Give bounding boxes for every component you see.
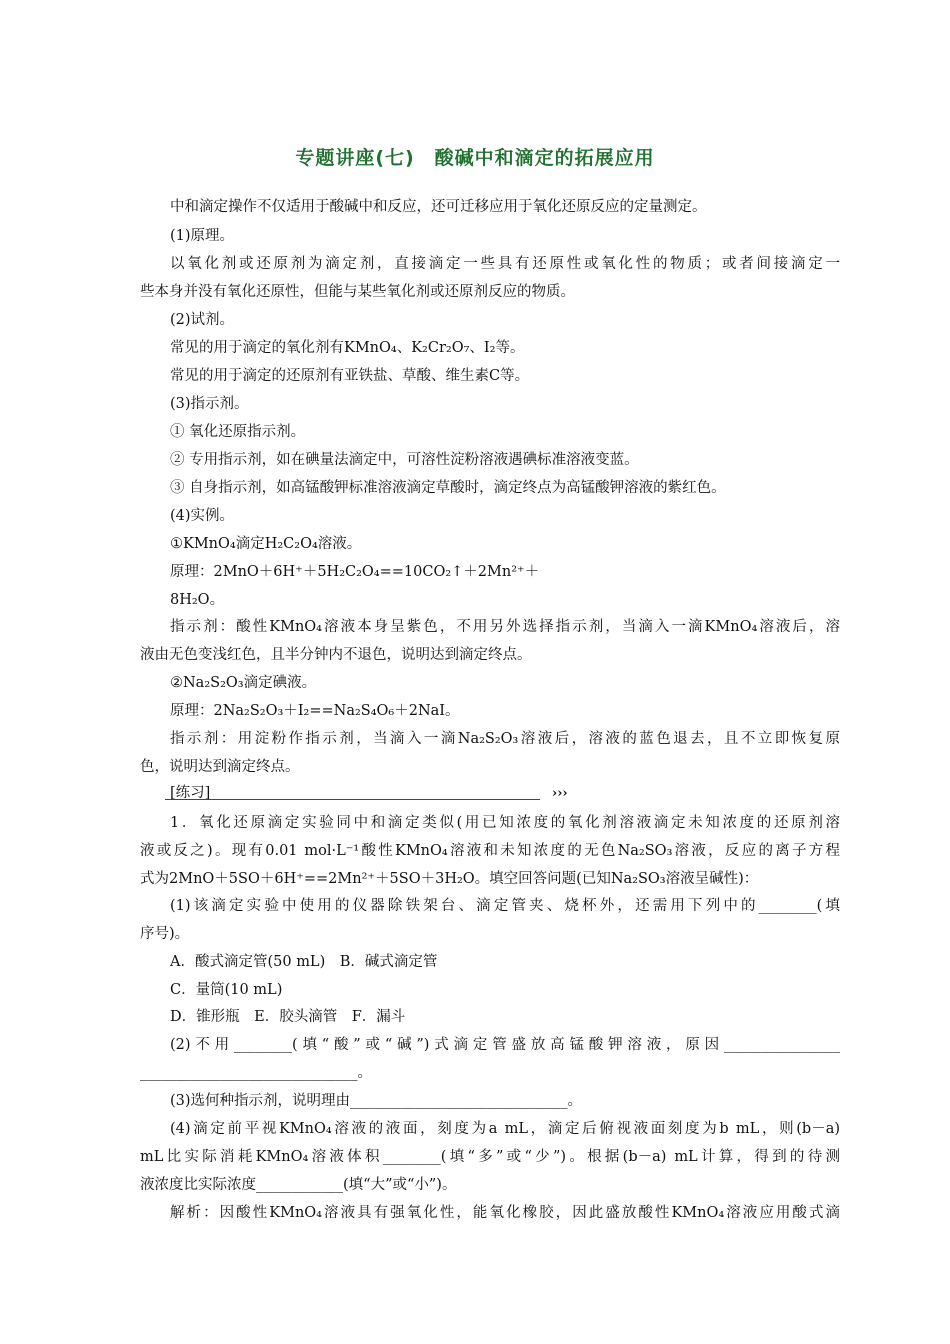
paragraph-line: 1．氧化还原滴定实验同中和滴定类似(用已知浓度的氧化剂溶液滴定未知浓度的还原剂溶 bbox=[170, 815, 840, 831]
paragraph-line: 些本身并没有氧化还原性，但能与某些氧化剂或还原剂反应的物质。 bbox=[140, 284, 575, 300]
page-title: 专题讲座(七) 酸碱中和滴定的拓展应用 bbox=[295, 147, 655, 169]
question-line: (1)该滴定实验中使用的仪器除铁架台、滴定管夹、烧杯外，还需用下列中的________(填 bbox=[170, 898, 840, 914]
question-line: mL比实际消耗KMnO₄溶液体积________(填“多”或“少”)。根据(b－a) mL计算，得到的待测 bbox=[140, 1149, 840, 1165]
question-line: 序号)。 bbox=[140, 926, 190, 942]
answer-line: 解析：因酸性KMnO₄溶液具有强氧化性，能氧化橡胶，因此盛放酸性KMnO₄溶液应用酸式滴 bbox=[170, 1205, 840, 1221]
paragraph-line: ②Na₂S₂O₃滴定碘液。 bbox=[170, 675, 317, 691]
paragraph-line: 常见的用于滴定的氧化剂有KMnO₄、K₂Cr₂O₇、I₂等。 bbox=[170, 340, 525, 356]
option-line: D．锥形瓶 E．胶头滴管 F．漏斗 bbox=[170, 1009, 406, 1025]
paragraph-line: 原理：2MnO＋6H⁺＋5H₂C₂O₄==10CO₂↑＋2Mn²⁺＋ bbox=[170, 564, 540, 580]
paragraph-line: 液由无色变浅红色，且半分钟内不退色，说明达到滴定终点。 bbox=[140, 647, 532, 663]
paragraph-line: 以氧化剂或还原剂为滴定剂，直接滴定一些具有还原性或氧化性的物质；或者间接滴定一 bbox=[170, 256, 840, 272]
exercise-divider bbox=[165, 799, 540, 800]
paragraph-line: 常见的用于滴定的还原剂有亚铁盐、草酸、维生素C等。 bbox=[170, 368, 530, 384]
paragraph-line: 指示剂：用淀粉作指示剂，当滴入一滴Na₂S₂O₃溶液后，溶液的蓝色退去，且不立即恢复原 bbox=[170, 731, 840, 747]
paragraph-line: 液或反之)。现有0.01 mol·L⁻¹酸性KMnO₄溶液和未知浓度的无色Na₂SO₃溶液，反应的离子方程 bbox=[140, 843, 840, 859]
paragraph-line: 中和滴定操作不仅适用于酸碱中和反应，还可迁移应用于氧化还原反应的定量测定。 bbox=[170, 199, 707, 215]
exercise-label: [练习] bbox=[170, 785, 211, 801]
question-line: (2)不用________(填“酸”或“碱”)式滴定管盛放高锰酸钾溶液，原因________________ bbox=[170, 1037, 840, 1053]
paragraph-line: ①KMnO₄滴定H₂C₂O₄溶液。 bbox=[170, 536, 362, 552]
question-line: ______________________________。 bbox=[140, 1065, 372, 1081]
paragraph-line: (2)试剂。 bbox=[170, 312, 235, 328]
paragraph-line: 色，说明达到滴定终点。 bbox=[140, 759, 300, 775]
paragraph-line: (1)原理。 bbox=[170, 228, 235, 244]
paragraph-line: ① 氧化还原指示剂。 bbox=[170, 424, 306, 440]
question-line: (4)滴定前平视KMnO₄溶液的液面，刻度为a mL，滴定后俯视液面刻度为b mL，则(b－a) bbox=[170, 1121, 840, 1137]
paragraph-line: ③ 自身指示剂，如高锰酸钾标准溶液滴定草酸时，滴定终点为高锰酸钾溶液的紫红色。 bbox=[170, 480, 726, 496]
chevron-right-icon: ››› bbox=[552, 786, 568, 801]
question-line: 液浓度比实际浓度____________(填“大”或“小”)。 bbox=[140, 1177, 457, 1193]
question-line: (3)选何种指示剂，说明理由______________________________。 bbox=[170, 1093, 583, 1109]
option-line: C．量筒(10 mL) bbox=[170, 982, 283, 998]
paragraph-line: ② 专用指示剂，如在碘量法滴定中，可溶性淀粉溶液遇碘标准溶液变蓝。 bbox=[170, 452, 639, 468]
paragraph-line: 指示剂：酸性KMnO₄溶液本身呈紫色，不用另外选择指示剂，当滴入一滴KMnO₄溶液后，溶 bbox=[170, 619, 840, 635]
paragraph-line: (4)实例。 bbox=[170, 508, 235, 524]
option-line: A．酸式滴定管(50 mL) B．碱式滴定管 bbox=[170, 954, 438, 970]
paragraph-line: (3)指示剂。 bbox=[170, 396, 249, 412]
paragraph-line: 式为2MnO＋5SO＋6H⁺==2Mn²⁺＋5SO＋3H₂O。填空回答问题(已知Na₂SO₃溶液呈碱性)： bbox=[140, 871, 759, 887]
paragraph-line: 原理：2Na₂S₂O₃＋I₂==Na₂S₄O₆＋2NaI。 bbox=[170, 703, 460, 719]
paragraph-line: 8H₂O。 bbox=[170, 592, 225, 608]
